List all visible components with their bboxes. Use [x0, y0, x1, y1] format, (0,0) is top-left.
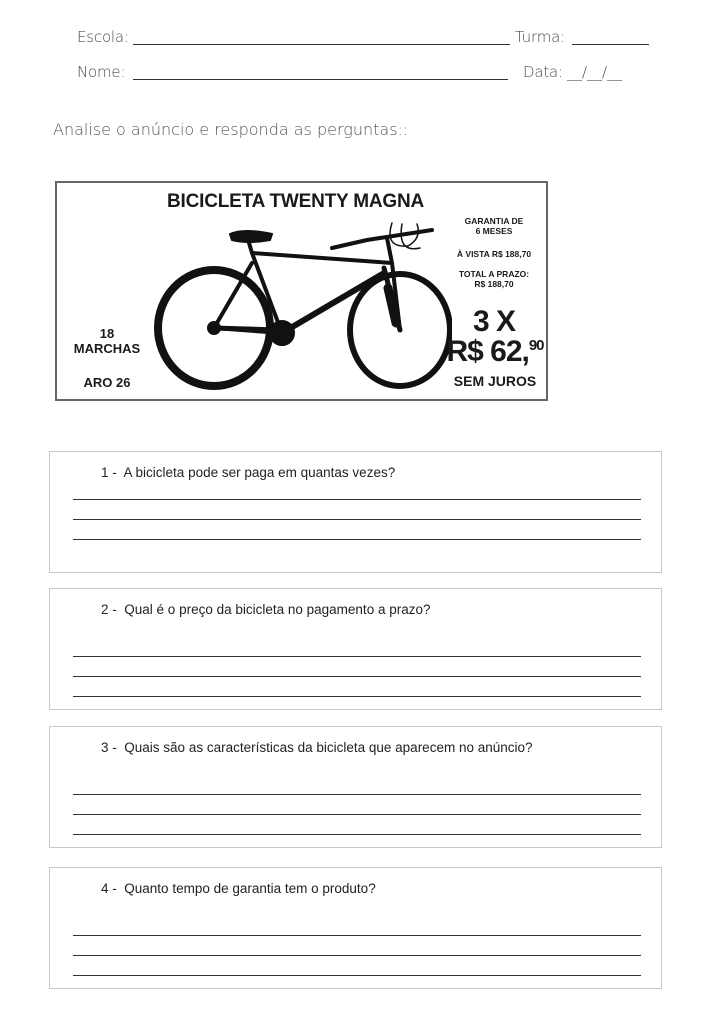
answer-line[interactable] [73, 834, 641, 835]
question-card-2 [49, 588, 662, 710]
rim-size: ARO 26 [83, 375, 131, 390]
school-label: Escola: [77, 28, 129, 46]
answer-line[interactable] [73, 656, 641, 657]
installment-total-value: R$ 188,70 [474, 279, 514, 289]
installment-count: 3 X [472, 305, 516, 338]
answer-line[interactable] [73, 814, 641, 815]
name-field[interactable] [133, 79, 508, 80]
question-card-4 [49, 867, 662, 989]
answer-line[interactable] [73, 539, 641, 540]
instruction-text: Analise o anúncio e responda as perguntas:: [53, 120, 409, 139]
installment-value [443, 335, 547, 369]
ad-title: BICICLETA TWENTY MAGNA [167, 191, 425, 212]
question-label: Qual é o preço da bicicleta no pagamento a prazo? [124, 602, 431, 617]
class-field[interactable] [572, 44, 649, 45]
question-card-1 [49, 451, 662, 573]
bicycle-advertisement [55, 181, 548, 401]
no-interest-label: SEM JUROS [453, 373, 537, 389]
question-text-2 [101, 602, 430, 617]
school-field[interactable] [133, 44, 510, 45]
date-label: Data: [523, 63, 563, 81]
answer-line[interactable] [73, 676, 641, 677]
gears-number: 18 [99, 326, 115, 341]
question-text-1 [101, 465, 395, 480]
warranty-line2: 6 MESES [475, 226, 513, 236]
cash-price: À VISTA R$ 188,70 [456, 249, 532, 259]
answer-line[interactable] [73, 935, 641, 936]
gears-label: MARCHAS [73, 341, 141, 356]
answer-line[interactable] [73, 696, 641, 697]
question-number: 1 - [101, 465, 117, 480]
installment-cents: 90 [528, 337, 544, 354]
question-number: 2 - [101, 602, 117, 617]
question-number: 3 - [101, 740, 117, 755]
question-label: A bicicleta pode ser paga em quantas vezes? [123, 465, 396, 480]
question-text-3 [101, 740, 533, 755]
answer-line[interactable] [73, 499, 641, 500]
question-label: Quais são as características da bicicleta que aparecem no anúncio? [124, 740, 533, 755]
header-fields [0, 0, 724, 100]
installment-total [449, 269, 539, 289]
answer-line[interactable] [73, 519, 641, 520]
name-label: Nome: [77, 63, 126, 81]
answer-line[interactable] [73, 955, 641, 956]
answer-line[interactable] [73, 794, 641, 795]
question-label: Quanto tempo de garantia tem o produto? [124, 881, 376, 896]
warranty-line1: GARANTIA DE [464, 216, 524, 226]
installment-total-label: TOTAL A PRAZO: [458, 269, 530, 279]
question-text-4 [101, 881, 376, 896]
installment-value-main: R$ 62, [446, 335, 529, 368]
question-card-3 [49, 726, 662, 848]
gears-info [67, 326, 147, 356]
warranty-info [449, 216, 539, 236]
class-label: Turma: [515, 28, 565, 46]
bicycle-illustration-icon [152, 218, 452, 393]
answer-line[interactable] [73, 975, 641, 976]
question-number: 4 - [101, 881, 117, 896]
date-field[interactable]: __/__/__ [567, 63, 623, 81]
